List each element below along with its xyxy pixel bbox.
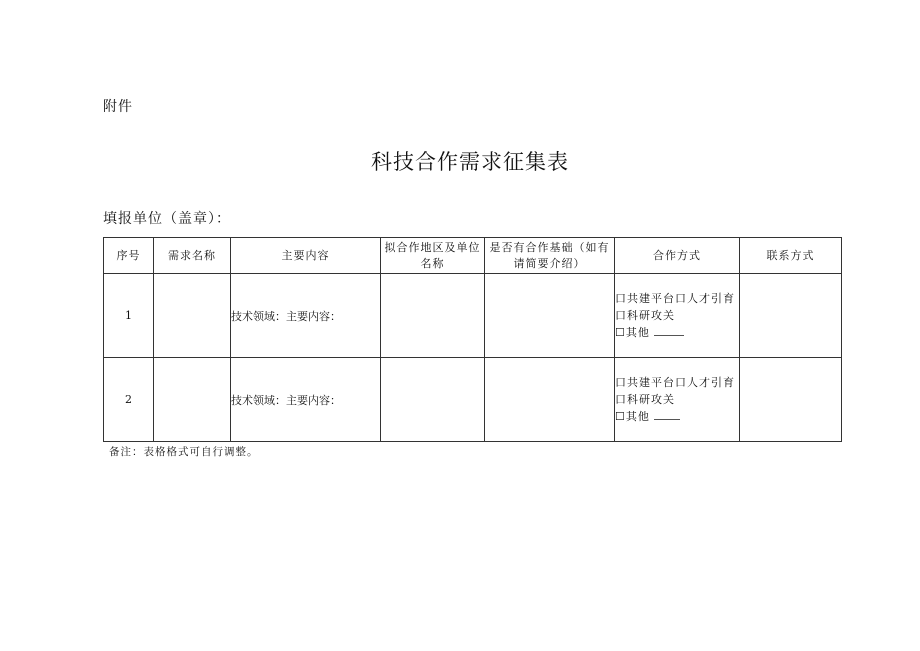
header-content: 主要内容 <box>231 238 381 274</box>
cell-contact[interactable] <box>740 358 842 442</box>
cell-content[interactable]: 技术领域：主要内容： <box>231 358 381 442</box>
cell-region[interactable] <box>381 358 485 442</box>
cell-mode[interactable] <box>615 358 740 442</box>
cell-content[interactable]: 技术领域：主要内容： <box>231 274 381 358</box>
mode-option-research[interactable]: 口科研攻关 <box>615 393 675 406</box>
fill-unit-label: 填报单位（盖章）： <box>103 211 231 227</box>
cell-mode[interactable] <box>615 274 740 358</box>
cell-region[interactable] <box>381 274 485 358</box>
header-name: 需求名称 <box>154 238 231 274</box>
cell-basis[interactable] <box>485 358 615 442</box>
header-basis: 是否有合作基础（如有请简要介绍） <box>485 238 615 274</box>
header-mode: 合作方式 <box>615 238 740 274</box>
cell-contact[interactable] <box>740 274 842 358</box>
cell-name[interactable] <box>154 358 231 442</box>
mode-option-other-label: ☐其他 <box>615 410 650 423</box>
mode-option-other-label: ☐其他 <box>615 326 650 339</box>
table-header-row <box>104 238 842 274</box>
table-note: 备注：表格格式可自行调整。 <box>109 446 259 458</box>
mode-option-platform-talent[interactable]: 口共建平台口人才引育 <box>615 292 735 305</box>
mode-option-other[interactable] <box>615 324 739 341</box>
table-row <box>104 274 842 358</box>
mode-option-platform-talent[interactable]: 口共建平台口人才引育 <box>615 376 735 389</box>
cell-basis[interactable] <box>485 274 615 358</box>
attachment-label: 附件 <box>103 99 133 115</box>
cell-seq: 1 <box>104 274 154 358</box>
other-blank-line[interactable] <box>654 324 684 336</box>
header-seq: 序号 <box>104 238 154 274</box>
header-contact: 联系方式 <box>740 238 842 274</box>
table-row <box>104 358 842 442</box>
cell-name[interactable] <box>154 274 231 358</box>
mode-option-research[interactable]: 口科研攻关 <box>615 309 675 322</box>
other-blank-line[interactable] <box>654 408 680 420</box>
mode-option-other[interactable] <box>615 408 739 425</box>
requirement-table <box>103 237 842 442</box>
form-title: 科技合作需求征集表 <box>371 150 569 174</box>
cell-seq: 2 <box>104 358 154 442</box>
header-region: 拟合作地区及单位名称 <box>381 238 485 274</box>
